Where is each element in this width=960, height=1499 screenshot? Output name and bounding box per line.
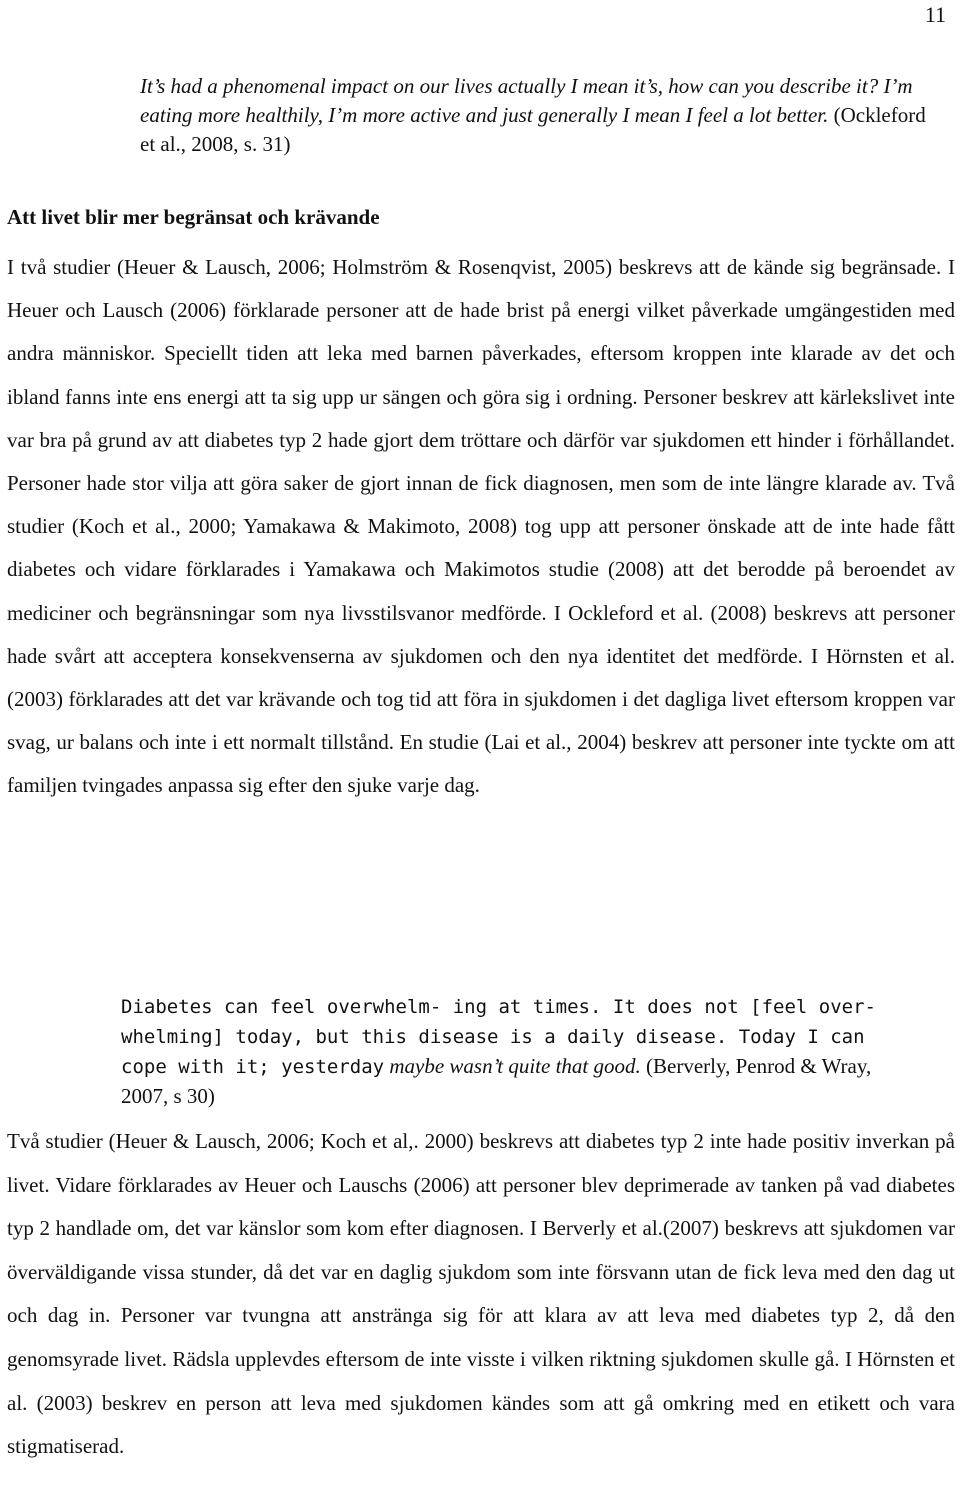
- body-paragraph: I två studier (Heuer & Lausch, 2006; Holmström & Rosenqvist, 2005) beskrevs att de kände sig begränsade. I Heuer och Lausch (2006) förklarade personer att de hade brist på energi vilket påverkade umgängestiden med andra människor. Speciellt tiden att leka med barnen påverkades, eftersom kroppen inte klarade av det och ibland fanns inte ens energi att ta sig upp ur sängen och göra sig i ordning. Personer beskrev att kärlekslivet inte var bra på grund av att diabetes typ 2 hade gjort dem tröttare och därför var sjukdomen ett hinder i förhållandet. Personer hade stor vilja att göra saker de gjort innan de fick diagnosen, men som de inte längre klarade av. Två studier (Koch et al., 2000; Yamakawa & Makimoto, 2008) tog upp att personer önskade att de inte hade fått diabetes och vidare förklarades i Yamakawa och Makimotos studie (2008) att det berodde på beroendet av mediciner och begränsningar som nya livsstilsvanor medförde. I Ockleford et al. (2008) beskrevs att personer hade svårt att acceptera konsekvenserna av sjukdomen och den nya identitet det medförde. I Hörnsten et al. (2003) förklarades att det var krävande och tog tid att föra in sjukdomen i det dagliga livet eftersom kroppen var svag, ur balans och inte i ett normalt tillstånd. En studie (Lai et al., 2004) beskrev att personer inte tyckte om att familjen tvingades anpassa sig efter den sjuke varje dag.: [7, 255, 955, 798]
- quote-citation: (Ockleford et al., 2008, s. 31): [140, 103, 926, 156]
- quote-text: Diabetes can feel overwhelm- ing at times. It does not [feel over- whelming] today, but this disease is a daily disease. Today I can cope with it; yesterday: [121, 996, 876, 1078]
- quote-italic-text: maybe wasn’t quite that good.: [389, 1054, 641, 1078]
- section-heading: Att livet blir mer begränsat och krävande: [7, 205, 380, 229]
- body-paragraph: Två studier (Heuer & Lausch, 2006; Koch et al,. 2000) beskrevs att diabetes typ 2 inte hade positiv inverkan på livet. Vidare förklarades av Heuer och Lauschs (2006) att personer blev deprimerade av tanken på vad diabetes typ 2 handlade om, det var känslor som kom efter diagnosen. I Berverly et al.(2007) beskrevs att sjukdomen var överväldigande vissa stunder, då det var en daglig sjukdom som inte försvann utan de fick leva med den dag ut och dag in. Personer var tvungna att anstränga sig för att klara av att leva med diabetes typ 2, då den genomsyrade livet. Rädsla upplevdes eftersom de inte visste i vilken riktning sjukdomen skulle gå. I Hörnsten et al. (2003) beskrev en person att leva med sjukdomen kändes som att gå omkring med en etikett och vara stigmatiserad.: [7, 1129, 955, 1459]
- block-quote: [140, 72, 940, 159]
- quote-text: It’s had a phenomenal impact on our lives actually I mean it’s, how can you describe it? I’m eating more healthily, I’m more active and just generally I mean I feel a lot better.: [140, 74, 913, 127]
- quote-citation: (Berverly, Penrod & Wray, 2007, s 30): [121, 1054, 872, 1108]
- block-quote: [121, 992, 921, 1111]
- page-number: 11: [924, 2, 946, 27]
